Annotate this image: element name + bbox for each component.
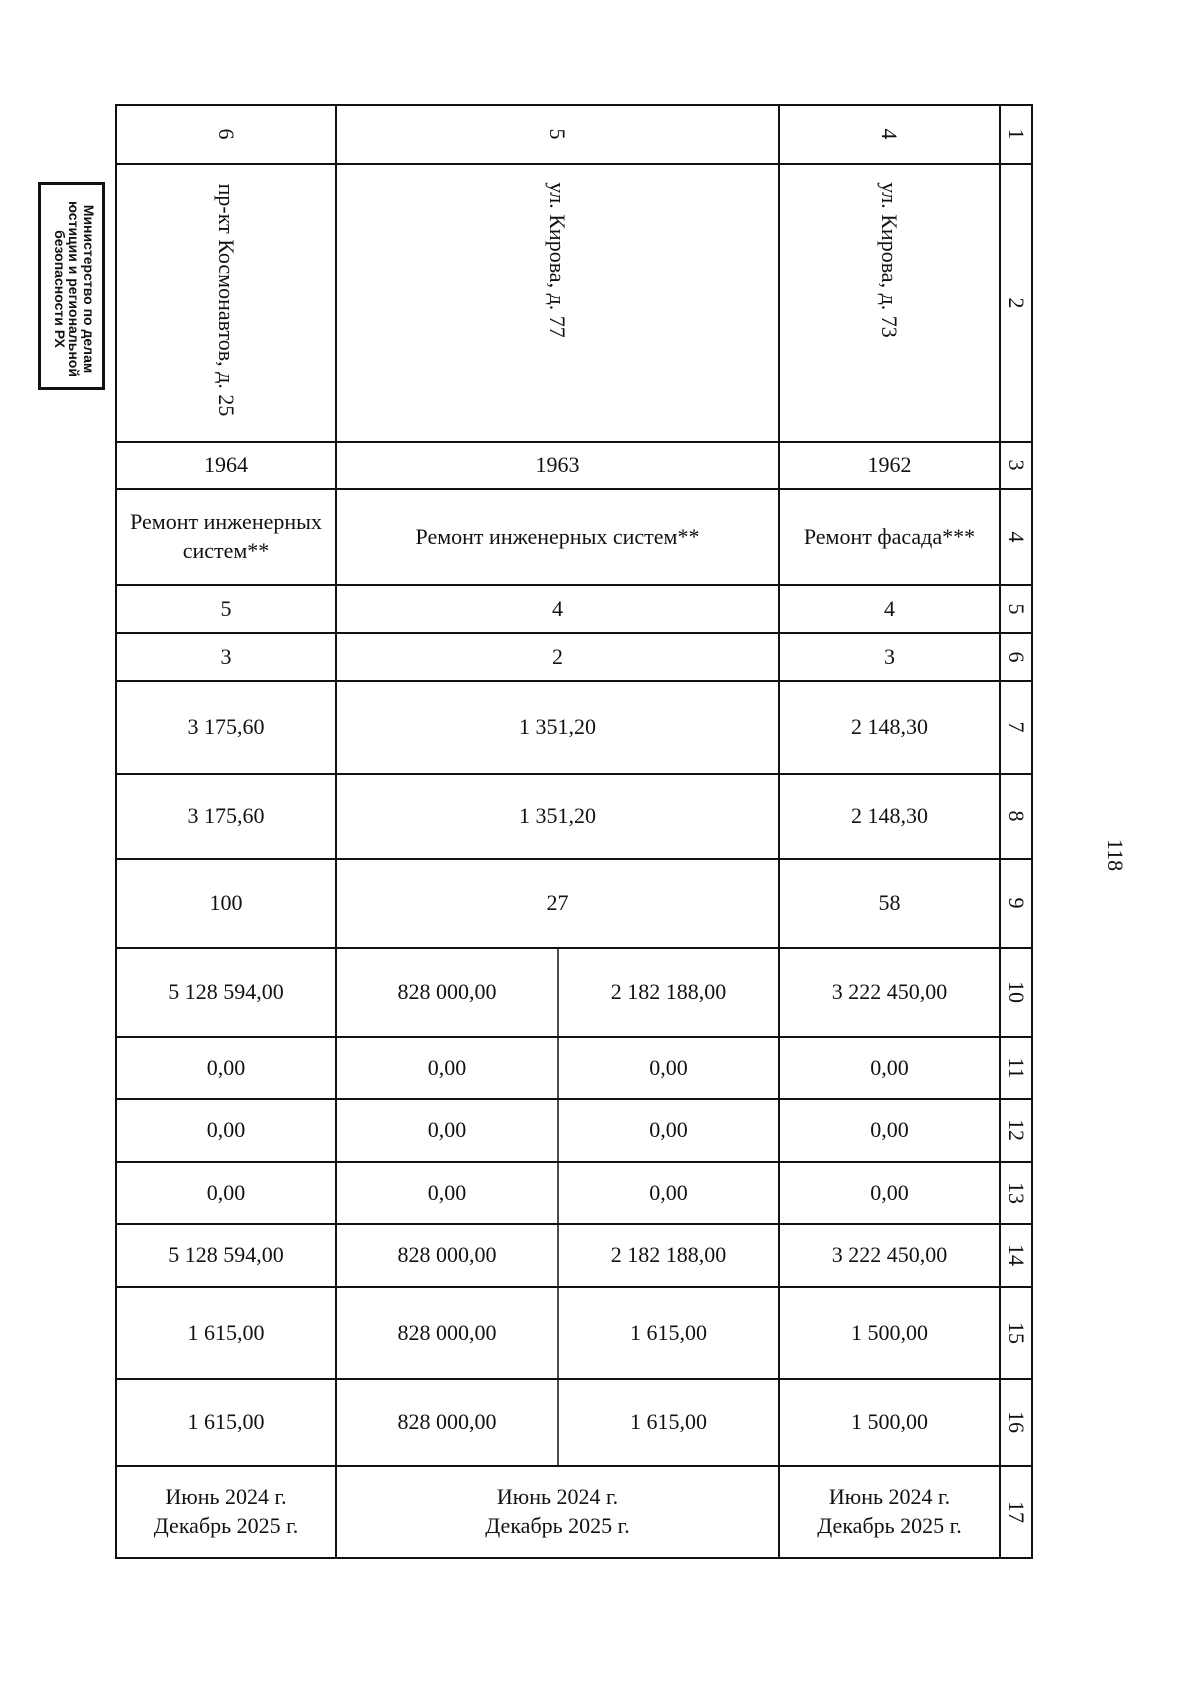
page-number: 118 xyxy=(1103,838,1128,872)
work-c5: Ремонт инженерных систем** xyxy=(415,523,700,549)
column-number: 17 xyxy=(1004,1501,1029,1523)
row10-c6: 5 128 594,00 xyxy=(168,979,284,1005)
column-number: 10 xyxy=(1004,981,1029,1003)
floors-c6: 5 xyxy=(220,595,232,621)
row11-c5b: 0,00 xyxy=(427,1054,467,1080)
header-number-5: 5 xyxy=(545,128,570,140)
row13-c6: 0,00 xyxy=(206,1179,246,1205)
year-c6: 1964 xyxy=(204,452,248,478)
entrances-c4: 3 xyxy=(884,643,895,669)
floors-c5: 4 xyxy=(552,595,563,621)
column-number: 1 xyxy=(1004,128,1029,140)
dates-c4: Июнь 2024 г. Декабрь 2025 г. xyxy=(817,1484,962,1538)
column-number: 6 xyxy=(1004,651,1029,663)
address-c5: ул. Кирова, д. 77 xyxy=(545,182,570,338)
column-number: 16 xyxy=(1004,1411,1029,1433)
work-c6: Ремонт инженерных систем** xyxy=(130,509,322,563)
work-c4: Ремонт фасада*** xyxy=(803,523,976,549)
address-c4: ул. Кирова, д. 73 xyxy=(877,182,902,338)
row15-c4: 1 500,00 xyxy=(851,1319,928,1345)
area-living-c4: 2 148,30 xyxy=(851,803,928,829)
column-number: 13 xyxy=(1004,1182,1029,1204)
row14-c5b: 828 000,00 xyxy=(397,1242,497,1268)
column-number: 4 xyxy=(1004,531,1029,543)
row15-c5b: 828 000,00 xyxy=(397,1319,497,1345)
dates-c6: Июнь 2024 г. Декабрь 2025 г. xyxy=(153,1484,299,1538)
floors-c4: 4 xyxy=(884,595,895,621)
column-number: 11 xyxy=(1004,1057,1029,1079)
row12-c6: 0,00 xyxy=(206,1117,246,1143)
area-total-c6: 3 175,60 xyxy=(187,714,265,740)
entrances-c5: 2 xyxy=(552,643,563,669)
column-number: 8 xyxy=(1004,810,1029,822)
area-living-c6: 3 175,60 xyxy=(187,803,265,829)
area-total-c4: 2 148,30 xyxy=(851,714,928,740)
header-number-6: 6 xyxy=(214,128,239,140)
row12-c5b: 0,00 xyxy=(427,1117,467,1143)
residents-c6: 100 xyxy=(209,890,243,916)
row15-c5a: 1 615,00 xyxy=(630,1319,707,1345)
row10-c5b: 828 000,00 xyxy=(397,979,497,1005)
row14-c6: 5 128 594,00 xyxy=(168,1242,284,1268)
year-c5: 1963 xyxy=(535,452,580,478)
entrances-c6: 3 xyxy=(220,643,232,669)
row16-c4: 1 500,00 xyxy=(851,1409,928,1435)
stamp-text: Министерство по делам юстиции и региональной безопасности РХ xyxy=(51,201,98,377)
row13-c5a: 0,00 xyxy=(649,1179,688,1205)
row10-c4: 3 222 450,00 xyxy=(831,979,948,1005)
column-number: 12 xyxy=(1004,1119,1029,1141)
residents-c5: 27 xyxy=(546,890,569,916)
row13-c5b: 0,00 xyxy=(427,1179,467,1205)
column-number: 3 xyxy=(1004,459,1029,471)
column-number: 15 xyxy=(1004,1322,1029,1344)
row15-c6: 1 615,00 xyxy=(187,1319,265,1345)
header-number-4: 4 xyxy=(877,128,902,140)
row14-c5a: 2 182 188,00 xyxy=(610,1242,727,1268)
row16-c6: 1 615,00 xyxy=(187,1409,265,1435)
row11-c5a: 0,00 xyxy=(649,1054,688,1080)
row16-c5a: 1 615,00 xyxy=(630,1409,707,1435)
column-number: 5 xyxy=(1004,603,1029,615)
row14-c4: 3 222 450,00 xyxy=(831,1242,948,1268)
row12-c5a: 0,00 xyxy=(649,1117,688,1143)
row11-c4: 0,00 xyxy=(870,1054,909,1080)
row12-c4: 0,00 xyxy=(870,1117,909,1143)
column-number: 14 xyxy=(1004,1244,1029,1266)
year-c4: 1962 xyxy=(867,452,912,478)
area-living-c5: 1 351,20 xyxy=(519,803,596,829)
row13-c4: 0,00 xyxy=(870,1179,909,1205)
residents-c4: 58 xyxy=(878,890,901,916)
row10-c5a: 2 182 188,00 xyxy=(610,979,727,1005)
column-number: 2 xyxy=(1004,297,1029,309)
area-total-c5: 1 351,20 xyxy=(519,714,596,740)
row11-c6: 0,00 xyxy=(206,1054,246,1080)
column-number: 7 xyxy=(1004,721,1029,733)
row16-c5b: 828 000,00 xyxy=(397,1409,497,1435)
ministry-stamp xyxy=(38,182,105,390)
dates-c5: Июнь 2024 г. Декабрь 2025 г. xyxy=(485,1484,630,1538)
column-number: 9 xyxy=(1004,897,1029,909)
address-c6: пр-кт Космонавтов, д. 25 xyxy=(214,183,239,417)
